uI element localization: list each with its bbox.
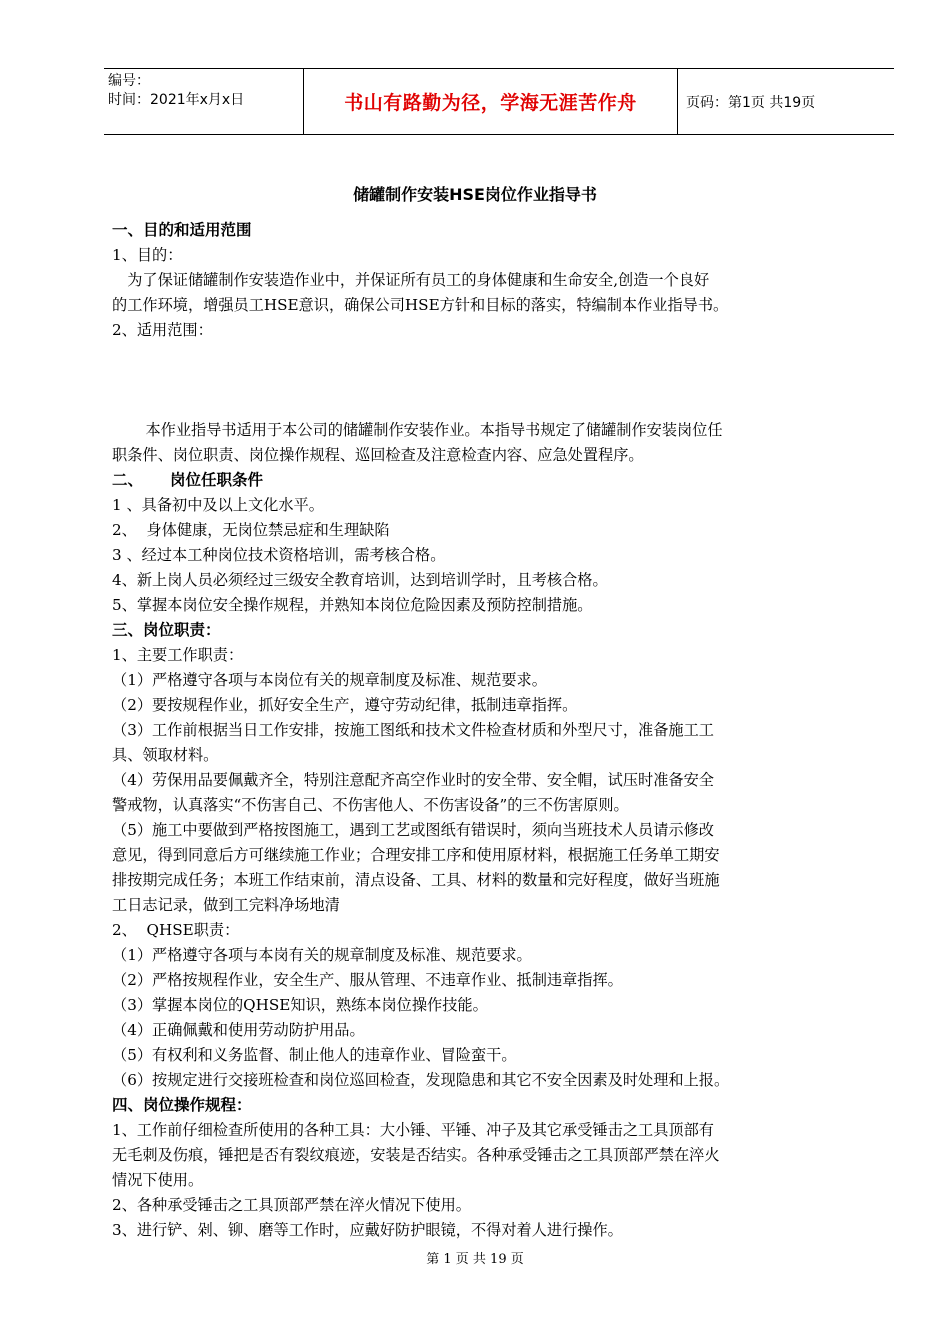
paragraph-line: 2、 QHSE职责： [112, 921, 240, 939]
document-title: 储罐制作安装HSE岗位作业指导书 [353, 185, 597, 204]
list-item: （5）有权利和义务监督、制止他人的违章作业、冒险蛮干。 [112, 1046, 517, 1064]
paragraph-line: 1、主要工作职责： [112, 646, 244, 664]
header-motto-cell [304, 69, 678, 134]
section-heading: 一、目的和适用范围 [112, 221, 252, 239]
paragraph-line: 排按期完成任务；本班工作结束前，清点设备、工具、材料的数量和完好程度，做好当班施 [112, 871, 720, 889]
page-header [104, 68, 894, 135]
document-body [112, 218, 886, 1243]
list-item: （4）劳保用品要佩戴齐全，特别注意配齐高空作业时的安全带、安全帽，试压时准备安全 [112, 771, 714, 789]
list-item: 3、进行铲、剁、铆、磨等工作时，应戴好防护眼镜，不得对着人进行操作。 [112, 1221, 623, 1239]
paragraph-line: 职条件、岗位职责、岗位操作规程、巡回检查及注意检查内容、应急处置程序。 [112, 446, 644, 464]
paragraph-line: 意见，得到同意后方可继续施工作业；合理安排工序和使用原材料，根据施工任务单工期安 [112, 846, 720, 864]
paragraph-line: 的工作环境，增强员工HSE意识，确保公司HSE方针和目标的落实，特编制本作业指导书。 [112, 296, 729, 314]
list-item: 3 、经过本工种岗位技术资格培训，需考核合格。 [112, 546, 446, 564]
time-label: 时间：2021年x月x日 [108, 92, 245, 108]
list-item: 1、工作前仔细检查所使用的各种工具：大小锤、平锤、冲子及其它承受锤击之工具顶部有 [112, 1121, 714, 1139]
list-item: 2、 身体健康，无岗位禁忌症和生理缺陷 [112, 521, 390, 539]
list-item: （1）严格遵守各项与本岗有关的规章制度及标准、规范要求。 [112, 946, 532, 964]
blank-gap [112, 343, 886, 418]
list-item: （3）掌握本岗位的QHSE知识，熟练本岗位操作技能。 [112, 996, 488, 1014]
section-heading: 四、岗位操作规程： [112, 1096, 252, 1114]
paragraph-line: 具、领取材料。 [112, 746, 219, 764]
paragraph-line: 警戒物，认真落实“不伤害自己、不伤害他人、不伤害设备”的三不伤害原则。 [112, 796, 629, 814]
page-footer: 第 1 页 共 19 页 [426, 1252, 524, 1267]
list-item: （2）严格按规程作业，安全生产、服从管理、不违章作业、抵制违章指挥。 [112, 971, 623, 989]
list-item: （3）工作前根据当日工作安排，按施工图纸和技术文件检查材质和外型尺寸，准备施工工 [112, 721, 714, 739]
paragraph-line: 本作业指导书适用于本公司的储罐制作安装作业。本指导书规定了储罐制作安装岗位任 [145, 421, 723, 439]
section-heading: 三、岗位职责： [112, 621, 221, 639]
header-meta [104, 69, 304, 134]
list-item: （1）严格遵守各项与本岗位有关的规章制度及标准、规范要求。 [112, 671, 547, 689]
paragraph-line: 2、适用范围： [112, 321, 213, 339]
list-item: 2、各种承受锤击之工具顶部严禁在淬火情况下使用。 [112, 1196, 471, 1214]
page-info-text: 页码：第1页 共19页 [686, 94, 816, 111]
list-item: （6）按规定进行交接班检查和岗位巡回检查，发现隐患和其它不安全因素及时处理和上报。 [112, 1071, 730, 1089]
number-label: 编号： [108, 73, 150, 89]
paragraph-line: 情况下使用。 [112, 1171, 204, 1189]
paragraph-line: 工日志记录，做到工完料净场地清 [112, 896, 340, 914]
header-page-info [678, 69, 894, 134]
paragraph-line: 为了保证储罐制作安装造作业中，并保证所有员工的身体健康和生命安全,创造一个良好 [127, 271, 710, 289]
list-item: 1 、具备初中及以上文化水平。 [112, 496, 324, 514]
section-heading: 二、 岗位任职条件 [112, 471, 263, 489]
list-item: 5、掌握本岗位安全操作规程，并熟知本岗位危险因素及预防控制措施。 [112, 596, 593, 614]
list-item: （5）施工中要做到严格按图施工，遇到工艺或图纸有错误时，须向当班技术人员请示修改 [112, 821, 714, 839]
motto-text: 书山有路勤为径，学海无涯苦作舟 [344, 92, 637, 114]
paragraph-line: 1、目的： [112, 246, 183, 264]
list-item: （2）要按规程作业，抓好安全生产，遵守劳动纪律，抵制违章指挥。 [112, 696, 578, 714]
list-item: 4、新上岗人员必须经过三级安全教育培训，达到培训学时，且考核合格。 [112, 571, 608, 589]
paragraph-line: 无毛刺及伤痕，锤把是否有裂纹痕迹，安装是否结实。各种承受锤击之工具顶部严禁在淬火 [112, 1146, 720, 1164]
list-item: （4）正确佩戴和使用劳动防护用品。 [112, 1021, 365, 1039]
